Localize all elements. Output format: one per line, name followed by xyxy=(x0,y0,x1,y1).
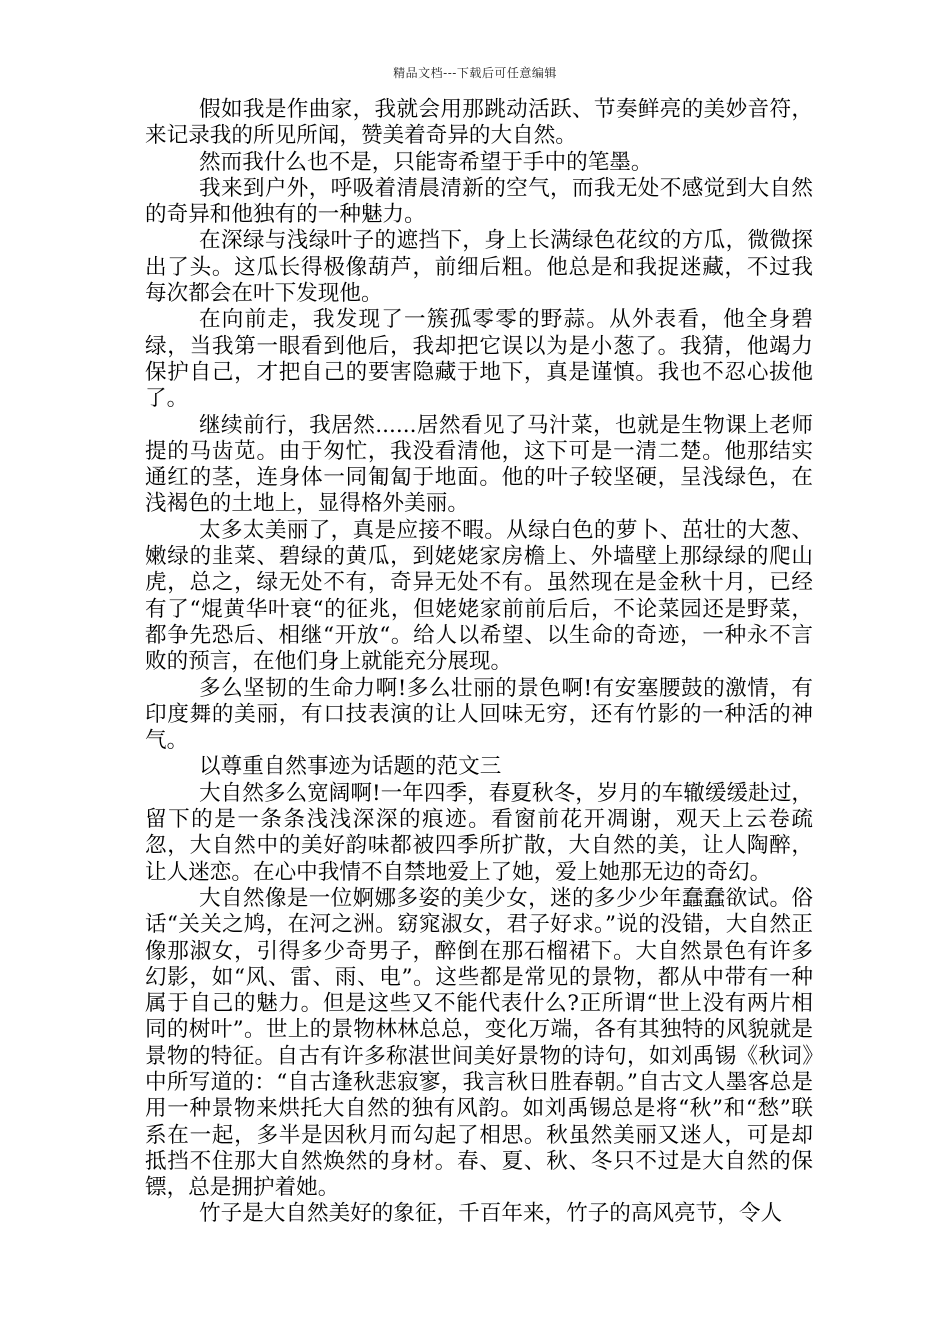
paragraph: 大自然多么宽阔啊!一年四季，春夏秋冬，岁月的车辙缓缓赴过，留下的是一条条浅浅深深的痕迹。看窗前花开凋谢，观天上云卷疏忽，大自然中的美好韵味都被四季所扩散，大自然的美，让人陶醉，让人迷恋。在心中我情不自禁地爱上了她，爱上她那无边的奇幻。 xyxy=(145,780,813,885)
paragraph: 在向前走，我发现了一簇孤零零的野蒜。从外表看，他全身碧绿，当我第一眼看到他后，我却把它误以为是小葱了。我猜，他竭力保护自己，才把自己的要害隐藏于地下，真是谨慎。我也不忍心拔他了。 xyxy=(145,307,813,412)
paragraph: 继续前行，我居然......居然看见了马汁菜，也就是生物课上老师提的马齿苋。由于匆忙，我没看清他，这下可是一清二楚。他那结实通红的茎，连身体一同匍匐于地面。他的叶子较坚硬，呈浅绿色，在浅褐色的土地上，显得格外美丽。 xyxy=(145,412,813,517)
page-header: 精品文档---下载后可任意编辑 xyxy=(393,66,557,80)
paragraph: 大自然像是一位婀娜多姿的美少女，迷的多少少年蠢蠢欲试。俗话“关关之鸠，在河之洲。窈窕淑女，君子好求。”说的没错，大自然正像那淑女，引得多少奇男子，醉倒在那石榴裙下。大自然景色有许多幻影，如“风、雷、雨、电”。这些都是常见的景物，都从中带有一种属于自己的魅力。但是这些又不能代表什么?正所谓“世上没有两片相同的树叶”。世上的景物林林总总，变化万端，各有其独特的风貌就是景物的特征。自古有许多称湛世间美好景物的诗句，如刘禹锡《秋词》中所写道的：“自古逢秋悲寂寥，我言秋日胜春朝。”自古文人墨客总是用一种景物来烘托大自然的独有风韵。如刘禹锡总是将“秋”和“愁”联系在一起，多半是因秋月而勾起了相思。秋虽然美丽又迷人，可是却抵挡不住那大自然焕然的身材。春、夏、秋、冬只不过是大自然的保镖，总是拥护着她。 xyxy=(145,885,813,1201)
body-text xyxy=(145,97,813,1228)
paragraph: 在深绿与浅绿叶子的遮挡下，身上长满绿色花纹的方瓜，微微探出了头。这瓜长得极像葫芦，前细后粗。他总是和我捉迷藏，不过我每次都会在叶下发现他。 xyxy=(145,228,813,307)
paragraph: 然而我什么也不是，只能寄希望于手中的笔墨。 xyxy=(199,149,653,175)
paragraph: 太多太美丽了，真是应接不暇。从绿白色的萝卜、茁壮的大葱、嫩绿的韭菜、碧绿的黄瓜，到姥姥家房檐上、外墙壁上那绿绿的爬山虎，总之，绿无处不有，奇异无处不有。虽然现在是金秋十月，已经有了“焜黄华叶衰“的征兆，但姥姥家前前后后，不论菜园还是野菜，都争先恐后、相继“开放“。给人以希望、以生命的奇迹，一种永不言败的预言，在他们身上就能充分展现。 xyxy=(145,517,813,675)
section-heading: 以尊重自然事迹为话题的范文三 xyxy=(199,754,502,780)
paragraph: 假如我是作曲家，我就会用那跳动活跃、节奏鲜亮的美妙音符，来记录我的所见所闻，赞美着奇异的大自然。 xyxy=(145,97,813,149)
paragraph: 我来到户外，呼吸着清晨清新的空气，而我无处不感觉到大自然的奇异和他独有的一种魅力。 xyxy=(145,175,813,228)
paragraph: 多么坚韧的生命力啊!多么壮丽的景色啊!有安塞腰鼓的激情，有印度舞的美丽，有口技表演的让人回味无穷，还有竹影的一种活的神气。 xyxy=(145,675,813,754)
paragraph: 竹子是大自然美好的象征，千百年来，竹子的高风亮节，令人 xyxy=(199,1201,783,1227)
